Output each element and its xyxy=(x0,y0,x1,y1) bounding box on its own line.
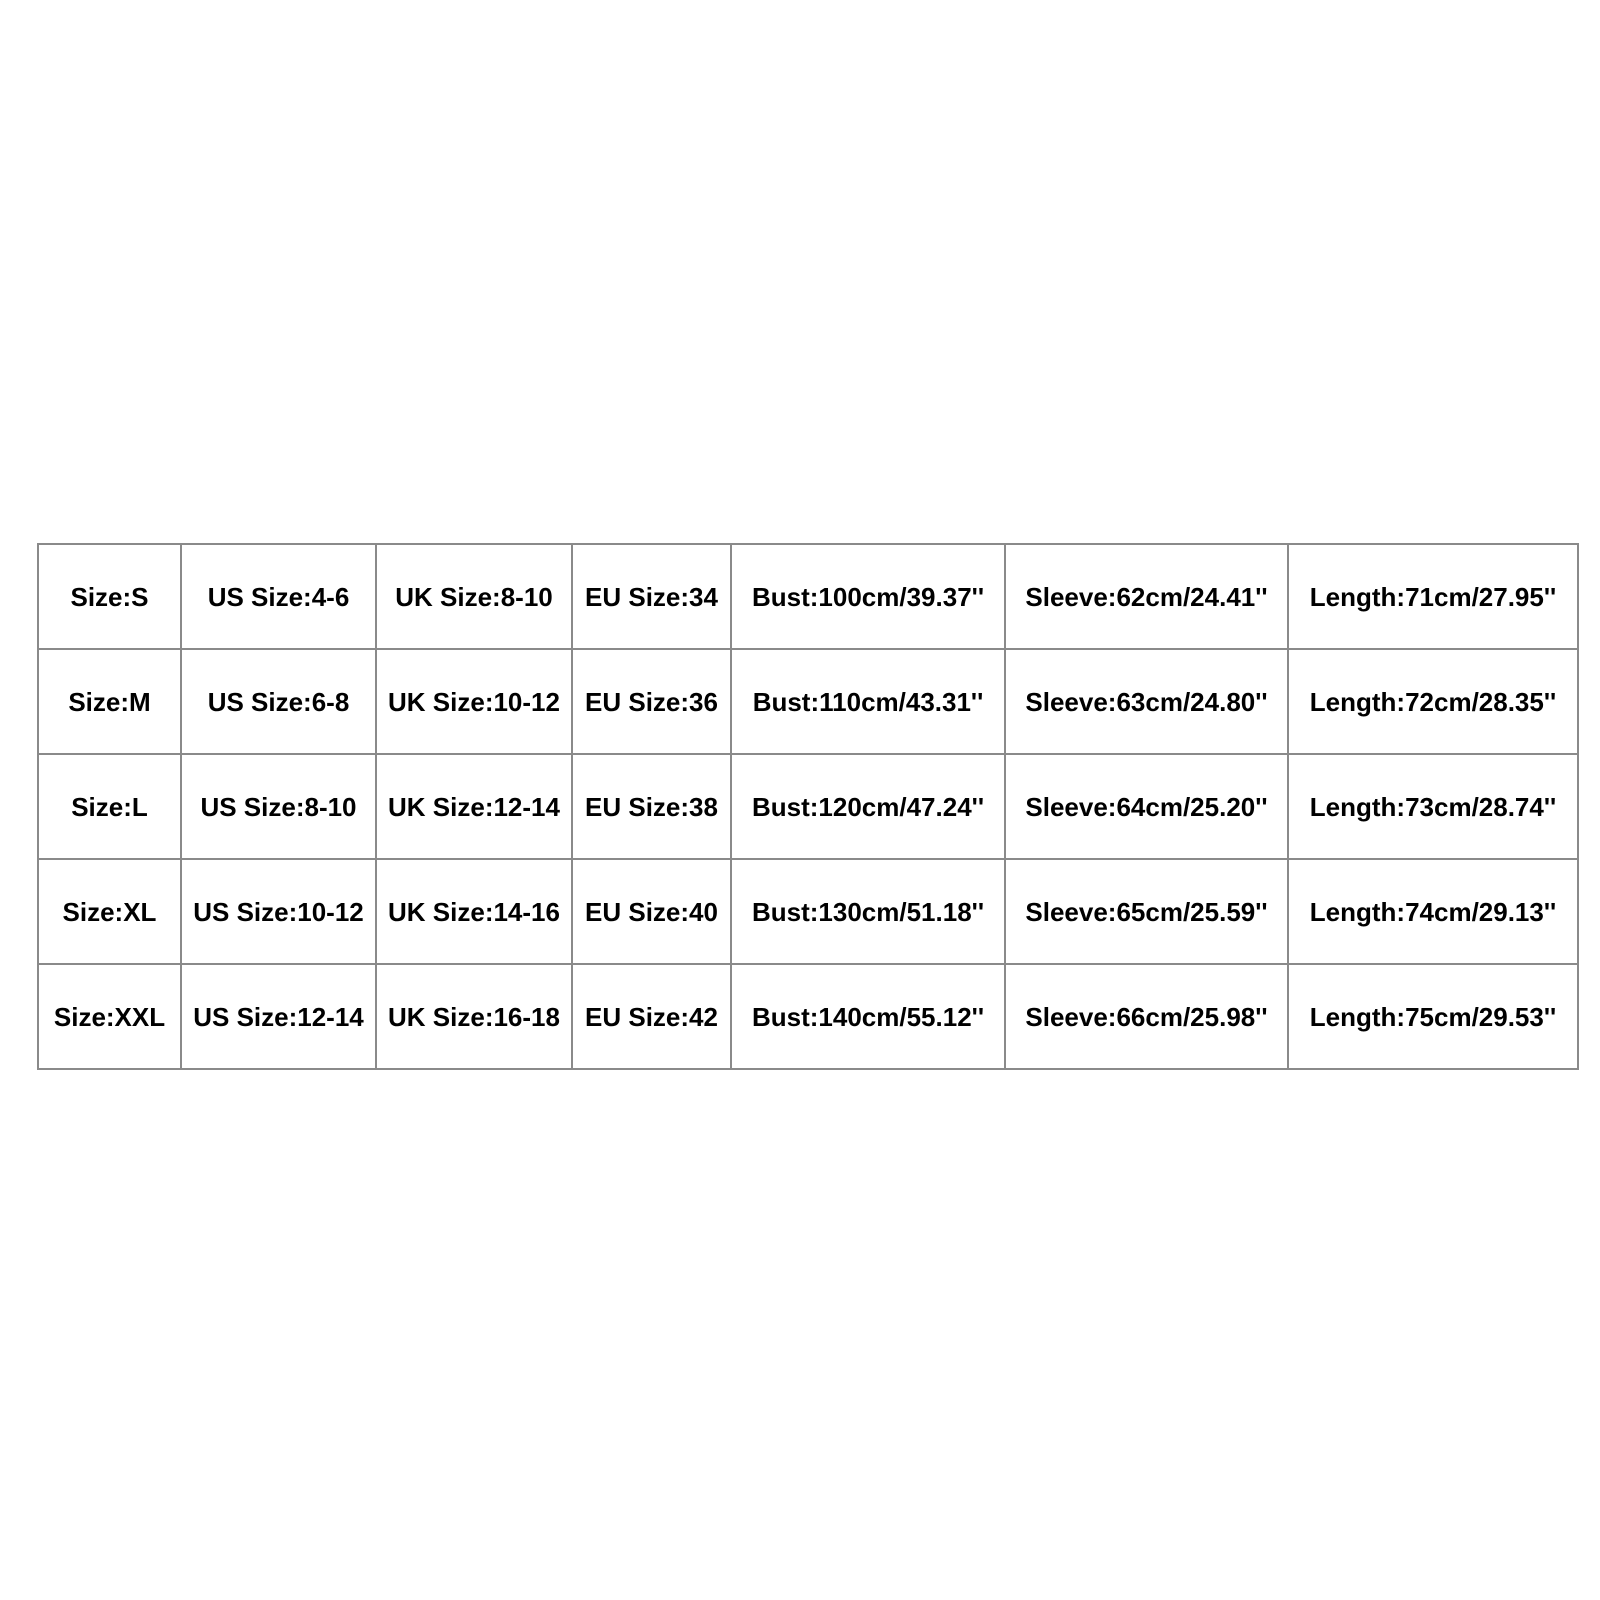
eu-size-cell: EU Size:38 xyxy=(572,754,731,859)
bust-cell: Bust:100cm/39.37'' xyxy=(731,544,1005,649)
length-cell: Length:71cm/27.95'' xyxy=(1288,544,1578,649)
uk-size-cell: UK Size:14-16 xyxy=(376,859,572,964)
us-size-cell: US Size:6-8 xyxy=(181,649,376,754)
size-cell: Size:XXL xyxy=(38,964,181,1069)
uk-size-cell: UK Size:16-18 xyxy=(376,964,572,1069)
sleeve-cell: Sleeve:62cm/24.41'' xyxy=(1005,544,1288,649)
bust-cell: Bust:120cm/47.24'' xyxy=(731,754,1005,859)
eu-size-cell: EU Size:42 xyxy=(572,964,731,1069)
bust-cell: Bust:140cm/55.12'' xyxy=(731,964,1005,1069)
bust-cell: Bust:110cm/43.31'' xyxy=(731,649,1005,754)
eu-size-cell: EU Size:36 xyxy=(572,649,731,754)
size-cell: Size:M xyxy=(38,649,181,754)
length-cell: Length:73cm/28.74'' xyxy=(1288,754,1578,859)
table-row xyxy=(38,964,1578,1069)
us-size-cell: US Size:4-6 xyxy=(181,544,376,649)
sleeve-cell: Sleeve:63cm/24.80'' xyxy=(1005,649,1288,754)
uk-size-cell: UK Size:8-10 xyxy=(376,544,572,649)
eu-size-cell: EU Size:34 xyxy=(572,544,731,649)
sleeve-cell: Sleeve:65cm/25.59'' xyxy=(1005,859,1288,964)
table-row xyxy=(38,544,1578,649)
us-size-cell: US Size:12-14 xyxy=(181,964,376,1069)
length-cell: Length:75cm/29.53'' xyxy=(1288,964,1578,1069)
table-row xyxy=(38,649,1578,754)
us-size-cell: US Size:10-12 xyxy=(181,859,376,964)
us-size-cell: US Size:8-10 xyxy=(181,754,376,859)
length-cell: Length:74cm/29.13'' xyxy=(1288,859,1578,964)
uk-size-cell: UK Size:12-14 xyxy=(376,754,572,859)
sleeve-cell: Sleeve:66cm/25.98'' xyxy=(1005,964,1288,1069)
table-row xyxy=(38,859,1578,964)
size-chart-table xyxy=(37,543,1579,1070)
uk-size-cell: UK Size:10-12 xyxy=(376,649,572,754)
size-cell: Size:XL xyxy=(38,859,181,964)
length-cell: Length:72cm/28.35'' xyxy=(1288,649,1578,754)
size-cell: Size:L xyxy=(38,754,181,859)
eu-size-cell: EU Size:40 xyxy=(572,859,731,964)
sleeve-cell: Sleeve:64cm/25.20'' xyxy=(1005,754,1288,859)
table-row xyxy=(38,754,1578,859)
bust-cell: Bust:130cm/51.18'' xyxy=(731,859,1005,964)
size-cell: Size:S xyxy=(38,544,181,649)
